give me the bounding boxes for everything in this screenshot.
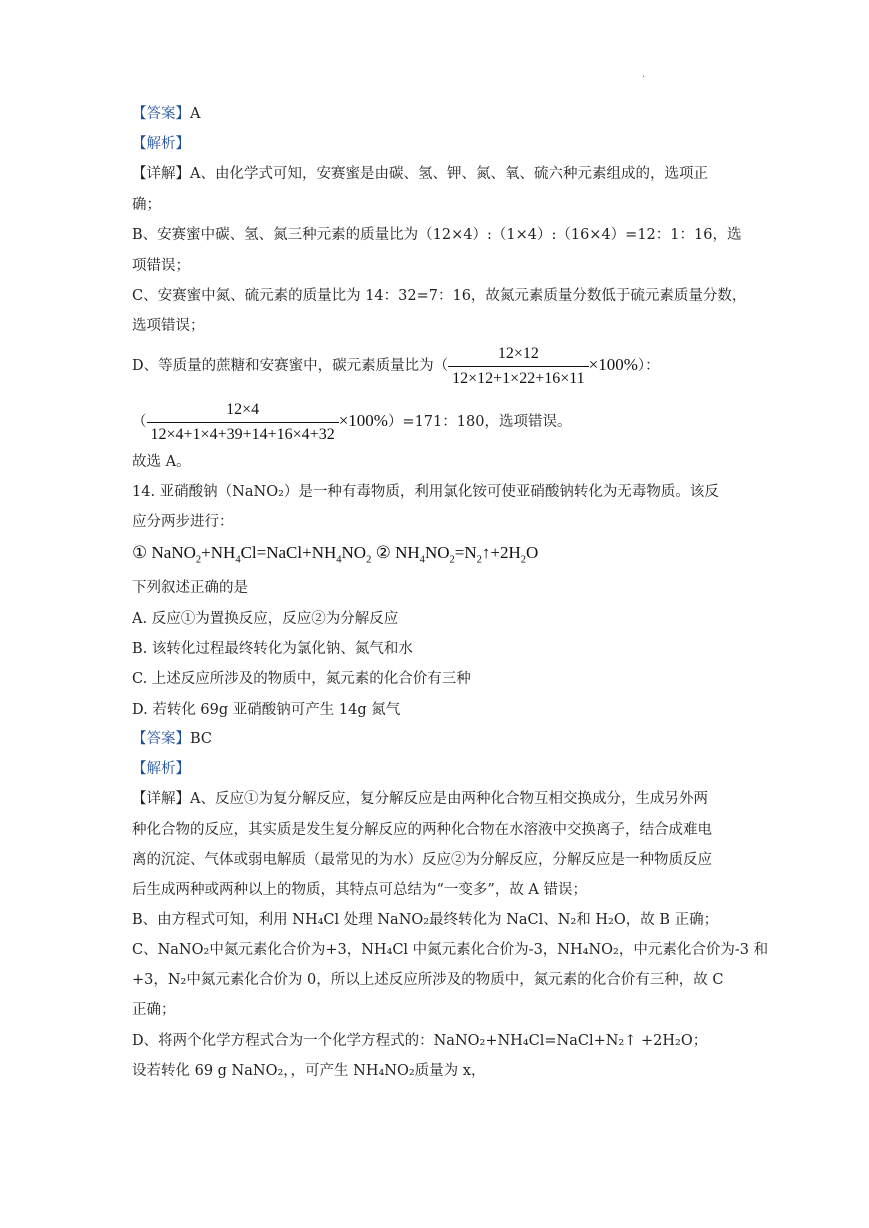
detail-line-a2: 确； bbox=[132, 197, 161, 213]
option-c: C. 上述反应所涉及的物质中，氮元素的化合价有三种 bbox=[132, 671, 471, 687]
d2-suffix: ）=171：180，选项错误。 bbox=[387, 414, 572, 430]
q14-stem-1: 14. 亚硝酸钠（NaNO₂）是一种有毒物质，利用氯化铵可使亚硝酸钠转化为无毒物质。该反 bbox=[132, 484, 719, 500]
detail-line-c1: C、安赛蜜中氮、硫元素的质量比为 14：32=7：16，故氮元素质量分数低于硫元素质量分数， bbox=[132, 288, 747, 304]
answer-label: 【答案】 bbox=[132, 731, 190, 747]
q14-question: 下列叙述正确的是 bbox=[132, 580, 248, 596]
q14-stem-2: 应分两步进行： bbox=[132, 514, 234, 530]
page-mark: · bbox=[642, 72, 646, 83]
explain-a3: 离的沉淀、气体或弱电解质（最常见的为水）反应②为分解反应，分解反应是一种物质反应 bbox=[132, 852, 712, 868]
detail-line-d2 bbox=[132, 396, 571, 447]
answer-label: 【答案】 bbox=[132, 106, 190, 122]
option-d: D. 若转化 69g 亚硝酸钠可产生 14g 氮气 bbox=[132, 702, 401, 718]
fraction-percent: ×100% bbox=[588, 355, 638, 374]
eq2-mark: ② bbox=[375, 543, 391, 562]
detail-line-c2: 选项错误； bbox=[132, 318, 205, 334]
detail-text: A、反应①为复分解反应，复分解反应是由两种化合物互相交换成分，生成另外两 bbox=[190, 791, 708, 807]
answer-value: A bbox=[190, 106, 201, 122]
option-a: A. 反应①为置换反应，反应②为分解反应 bbox=[132, 611, 399, 627]
fraction-sucrose bbox=[448, 344, 589, 389]
analysis-label: 【解析】 bbox=[132, 761, 190, 777]
detail-line-d1 bbox=[132, 340, 660, 391]
detail-label: 【详解】 bbox=[132, 166, 190, 182]
reaction-equations: ① $NaNO_2+NH_4Cl=NaCl+NH_4NO_2$ ② $NH_4NO_2=N_2↑+2H_2O$ bbox=[132, 543, 539, 566]
d1-prefix: D、等质量的蔗糖和安赛蜜中，碳元素质量比为（ bbox=[132, 358, 449, 374]
analysis-label: 【解析】 bbox=[132, 136, 190, 152]
fraction-percent: ×100% bbox=[338, 411, 388, 430]
fraction-acesulfame bbox=[147, 400, 339, 445]
fraction-numerator: 12×4 bbox=[226, 400, 260, 418]
explain-a2: 种化合物的反应，其实质是发生复分解反应的两种化合物在水溶液中交换离子，结合成难电 bbox=[132, 822, 712, 838]
explain-a1 bbox=[132, 789, 708, 809]
explain-c3: 正确； bbox=[132, 1002, 176, 1018]
explain-a4: 后生成两种或两种以上的物质，其特点可总结为“一变多”，故 A 错误； bbox=[132, 882, 588, 898]
eq1-mark: ① bbox=[132, 543, 148, 562]
answer-value: BC bbox=[190, 731, 213, 747]
explain-c2: +3，N₂中氮元素化合价为 0，所以上述反应所涉及的物质中，氮元素的化合价有三种，故 C bbox=[132, 972, 724, 988]
fraction-numerator: 12×12 bbox=[497, 344, 539, 362]
explain-d1: D、将两个化学方程式合为一个化学方程式的：NaNO₂+NH₄Cl=NaCl+N₂↑ +2H₂O； bbox=[132, 1033, 708, 1049]
detail-line-b1: B、安赛蜜中碳、氢、氮三种元素的质量比为（12×4）:（1×4）:（16×4）=12：1：16，选 bbox=[132, 227, 742, 243]
fraction-denominator: 12×4+1×4+39+14+16×4+32 bbox=[147, 422, 339, 445]
explain-b1: B、由方程式可知，利用 NH₄Cl 处理 NaNO₂最终转化为 NaCl、N₂和 H₂O，故 B 正确； bbox=[132, 912, 719, 928]
d1-suffix: ）： bbox=[637, 358, 660, 374]
detail-line-b2: 项错误； bbox=[132, 258, 190, 274]
conclusion: 故选 A。 bbox=[132, 454, 191, 470]
explain-c1: C、NaNO₂中氮元素化合价为+3，NH₄Cl 中氮元素化合价为-3，NH₄NO₂，中元素化合价为-3 和 bbox=[132, 942, 769, 958]
option-b: B. 该转化过程最终转化为氯化钠、氮气和水 bbox=[132, 641, 413, 657]
detail-text: A、由化学式可知，安赛蜜是由碳、氢、钾、氮、氧、硫六种元素组成的，选项正 bbox=[190, 166, 708, 182]
detail-label: 【详解】 bbox=[132, 791, 190, 807]
explain-d2: 设若转化 69 g NaNO₂，，可产生 NH₄NO₂质量为 x， bbox=[132, 1063, 486, 1079]
detail-line-a1 bbox=[132, 164, 708, 184]
gas-arrow: ↑ bbox=[481, 543, 491, 562]
fraction-denominator: 12×12+1×22+16×11 bbox=[448, 366, 589, 389]
d2-prefix: （ bbox=[132, 414, 147, 430]
answer-line bbox=[132, 729, 212, 749]
answer-line bbox=[132, 104, 200, 124]
